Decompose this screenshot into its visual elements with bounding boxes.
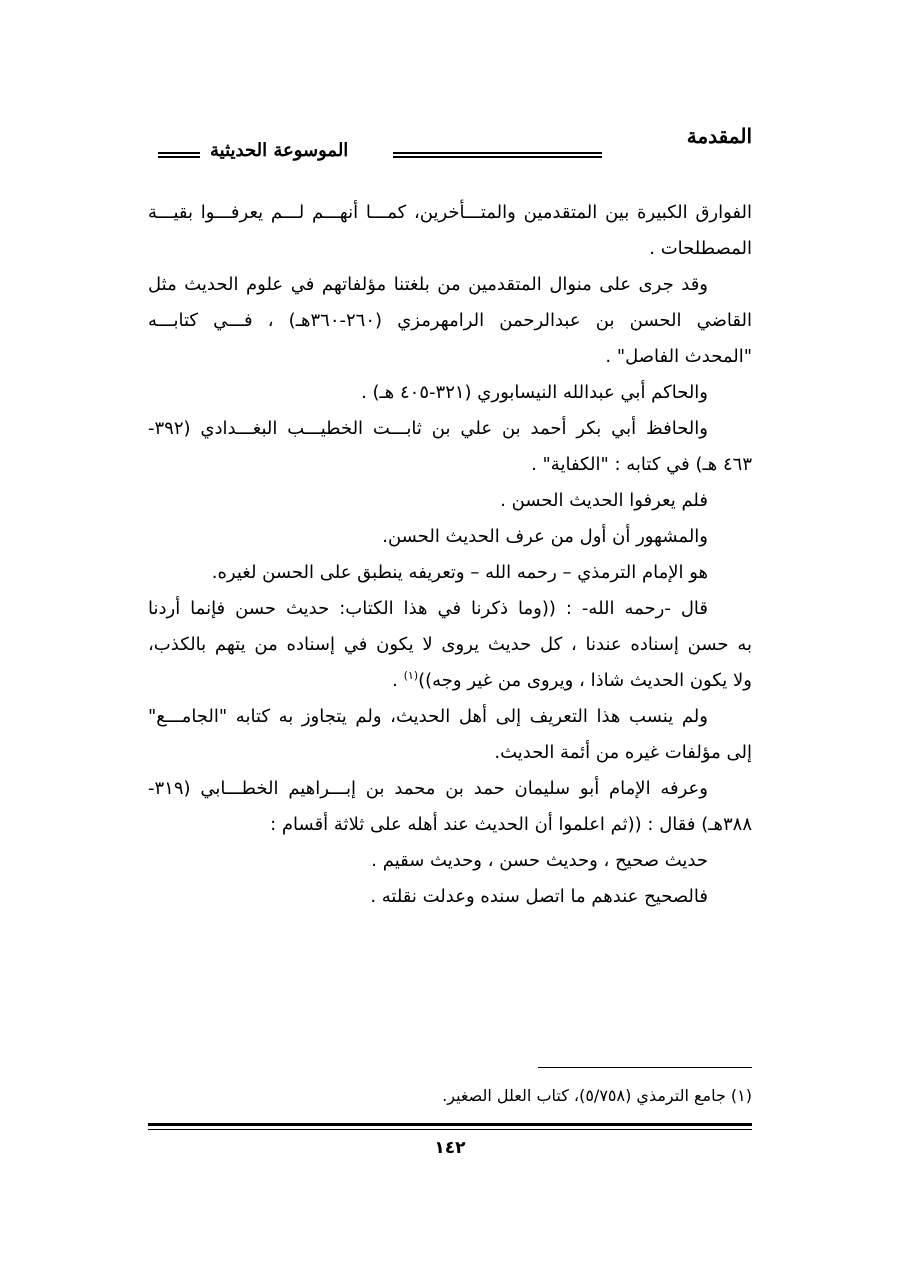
text-line [148, 375, 752, 411]
footnote-marker: (١) [403, 669, 419, 682]
line-text: والمشهور أن أول من عرف الحديث الحسن. [382, 526, 708, 547]
line-text: حديث صحيح ، وحديث حسن ، وحديث سقيم . [371, 850, 708, 871]
line-text: وعرفه الإمام أبو سليمان حمد بن محمد بن إبـــراهيم الخطـــابي (٣١٩- [148, 778, 708, 799]
text-line [148, 519, 752, 555]
footnote-separator [538, 1067, 752, 1068]
line-text: ٣٨٨هـ) فقال : ((ثم اعلموا أن الحديث عند أهله على ثلاثة أقسام : [270, 814, 752, 835]
text-line [148, 591, 752, 627]
footer-rule [148, 1123, 752, 1126]
line-text: وقد جرى على منوال المتقدمين من بلغتنا مؤلفاتهم في علوم الحديث مثل [148, 274, 708, 295]
text-line [148, 627, 752, 663]
page-number: ١٤٢ [434, 1138, 466, 1158]
text-line [148, 339, 752, 375]
text-line [148, 555, 752, 591]
text-line [148, 843, 752, 879]
line-text: ولم ينسب هذا التعريف إلى أهل الحديث، ولم يتجاوز به كتابه "الجامـــع" [148, 706, 708, 727]
line-text: والحاكم أبي عبدالله النيسابوري (٣٢١-٤٠٥ هـ) . [361, 382, 708, 403]
text-line [148, 807, 752, 843]
header-title-block [158, 140, 752, 164]
book-title: الموسوعة الحديثية [210, 140, 349, 161]
text-line [148, 771, 752, 807]
text-line [148, 411, 752, 447]
footnote: (١) جامع الترمذي (٥/٧٥٨)، كتاب العلل الصغير. [442, 1086, 752, 1105]
body-text [148, 195, 752, 915]
text-line [148, 303, 752, 339]
line-text: القاضي الحسن بن عبدالرحمن الرامهرمزي (٢٦٠-٣٦٠هـ) ، فـــي كتابـــه [148, 310, 752, 331]
text-line [148, 447, 752, 483]
line-text: "المحدث الفاصل" . [605, 346, 752, 367]
line-text: به حسن إسناده عندنا ، كل حديث يروى لا يكون في إسناده من يتهم بالكذب، [148, 634, 752, 655]
text-line [148, 735, 752, 771]
header-dash [158, 152, 200, 154]
line-text: ٤٦٣ هـ) في كتابه : "الكفاية" . [531, 454, 752, 475]
line-text: والحافظ أبي بكر أحمد بن علي بن ثابـــت الخطيـــب البغـــدادي (٣٩٢- [148, 418, 708, 439]
text-line [148, 483, 752, 519]
header-rule [393, 156, 602, 158]
line-text: المصطلحات . [649, 238, 752, 259]
line-text: إلى مؤلفات غيره من أئمة الحديث. [494, 742, 752, 763]
text-line [148, 699, 752, 735]
line-text: فالصحيح عندهم ما اتصل سنده وعدلت نقلته . [370, 886, 708, 907]
text-line [148, 195, 752, 231]
running-header [148, 118, 752, 168]
text-line [148, 663, 752, 699]
line-text: ولا يكون الحديث شاذا ، ويروى من غير وجه)) [418, 670, 752, 691]
line-text: الفوارق الكبيرة بين المتقدمين والمتـــأخرين، كمـــا أنهـــم لـــم يعرفـــوا بقيـــة [148, 202, 752, 223]
header-rule [393, 152, 602, 154]
text-line [148, 879, 752, 915]
text-line [148, 267, 752, 303]
line-text: فلم يعرفوا الحديث الحسن . [500, 490, 708, 511]
text-line [148, 231, 752, 267]
header-dash [158, 156, 200, 158]
line-text: هو الإمام الترمذي – رحمه الله – وتعريفه ينطبق على الحسن لغيره. [211, 562, 708, 583]
section-title: المقدمة [686, 124, 752, 148]
footer-rule [148, 1129, 752, 1130]
line-text: قال -رحمه الله- : ((وما ذكرنا في هذا الكتاب: حديث حسن فإنما أردنا [148, 598, 708, 619]
line-tail: . [392, 670, 404, 691]
